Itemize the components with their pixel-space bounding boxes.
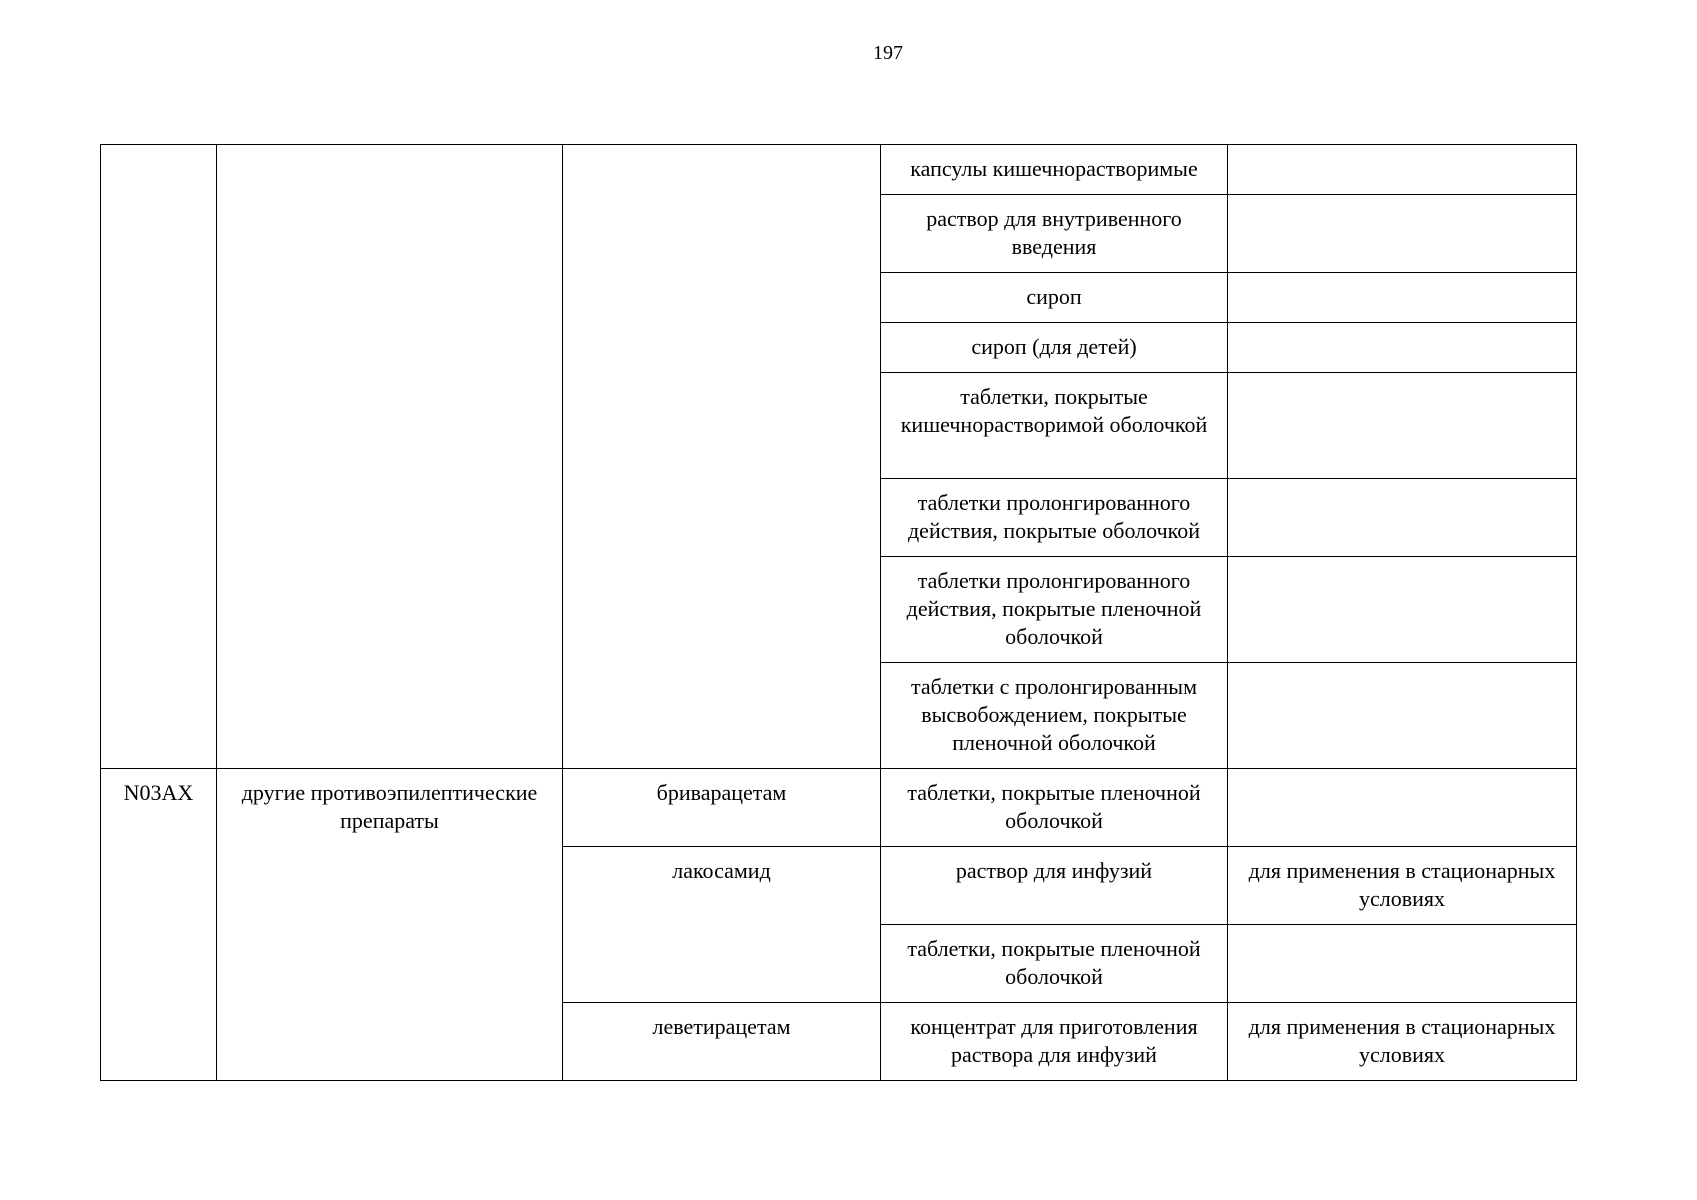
dosage-form-cell: таблетки с пролонгированным высвобождением, покрытые пленочной оболочкой (881, 663, 1228, 769)
drug-name-cell: бриварацетам (563, 769, 881, 847)
drug-name-cell: леветирацетам (563, 1003, 881, 1081)
note-cell (1228, 479, 1577, 557)
note-cell (1228, 663, 1577, 769)
dosage-form-cell: таблетки, покрытые пленочной оболочкой (881, 769, 1228, 847)
note-cell: для применения в стационарных условиях (1228, 847, 1577, 925)
dosage-form-cell: сироп (881, 273, 1228, 323)
note-cell (1228, 373, 1577, 479)
note-cell (1228, 273, 1577, 323)
page-number: 197 (873, 42, 903, 64)
drug-name-cell: лакосамид (563, 847, 881, 1003)
dosage-form-cell: раствор для инфузий (881, 847, 1228, 925)
note-cell: для применения в стационарных условиях (1228, 1003, 1577, 1081)
atc-code-cell: N03AX (101, 769, 217, 1081)
drug-table (100, 144, 1577, 1081)
dosage-form-cell: сироп (для детей) (881, 323, 1228, 373)
dosage-form-cell: таблетки, покрытые пленочной оболочкой (881, 925, 1228, 1003)
drug-name-cell (563, 145, 881, 769)
dosage-form-cell: таблетки, покрытые кишечнорастворимой оболочкой (881, 373, 1228, 479)
dosage-form-cell: раствор для внутривенного введения (881, 195, 1228, 273)
group-name-cell (217, 145, 563, 769)
dosage-form-cell: таблетки пролонгированного действия, покрытые оболочкой (881, 479, 1228, 557)
group-name-cell: другие противоэпилептические препараты (217, 769, 563, 1081)
dosage-form-cell: концентрат для приготовления раствора для инфузий (881, 1003, 1228, 1081)
note-cell (1228, 145, 1577, 195)
dosage-form-cell: капсулы кишечнорастворимые (881, 145, 1228, 195)
note-cell (1228, 925, 1577, 1003)
table-row (101, 145, 1577, 195)
note-cell (1228, 323, 1577, 373)
dosage-form-cell: таблетки пролонгированного действия, покрытые пленочной оболочкой (881, 557, 1228, 663)
note-cell (1228, 769, 1577, 847)
table-row (101, 769, 1577, 847)
atc-code-cell (101, 145, 217, 769)
note-cell (1228, 557, 1577, 663)
note-cell (1228, 195, 1577, 273)
